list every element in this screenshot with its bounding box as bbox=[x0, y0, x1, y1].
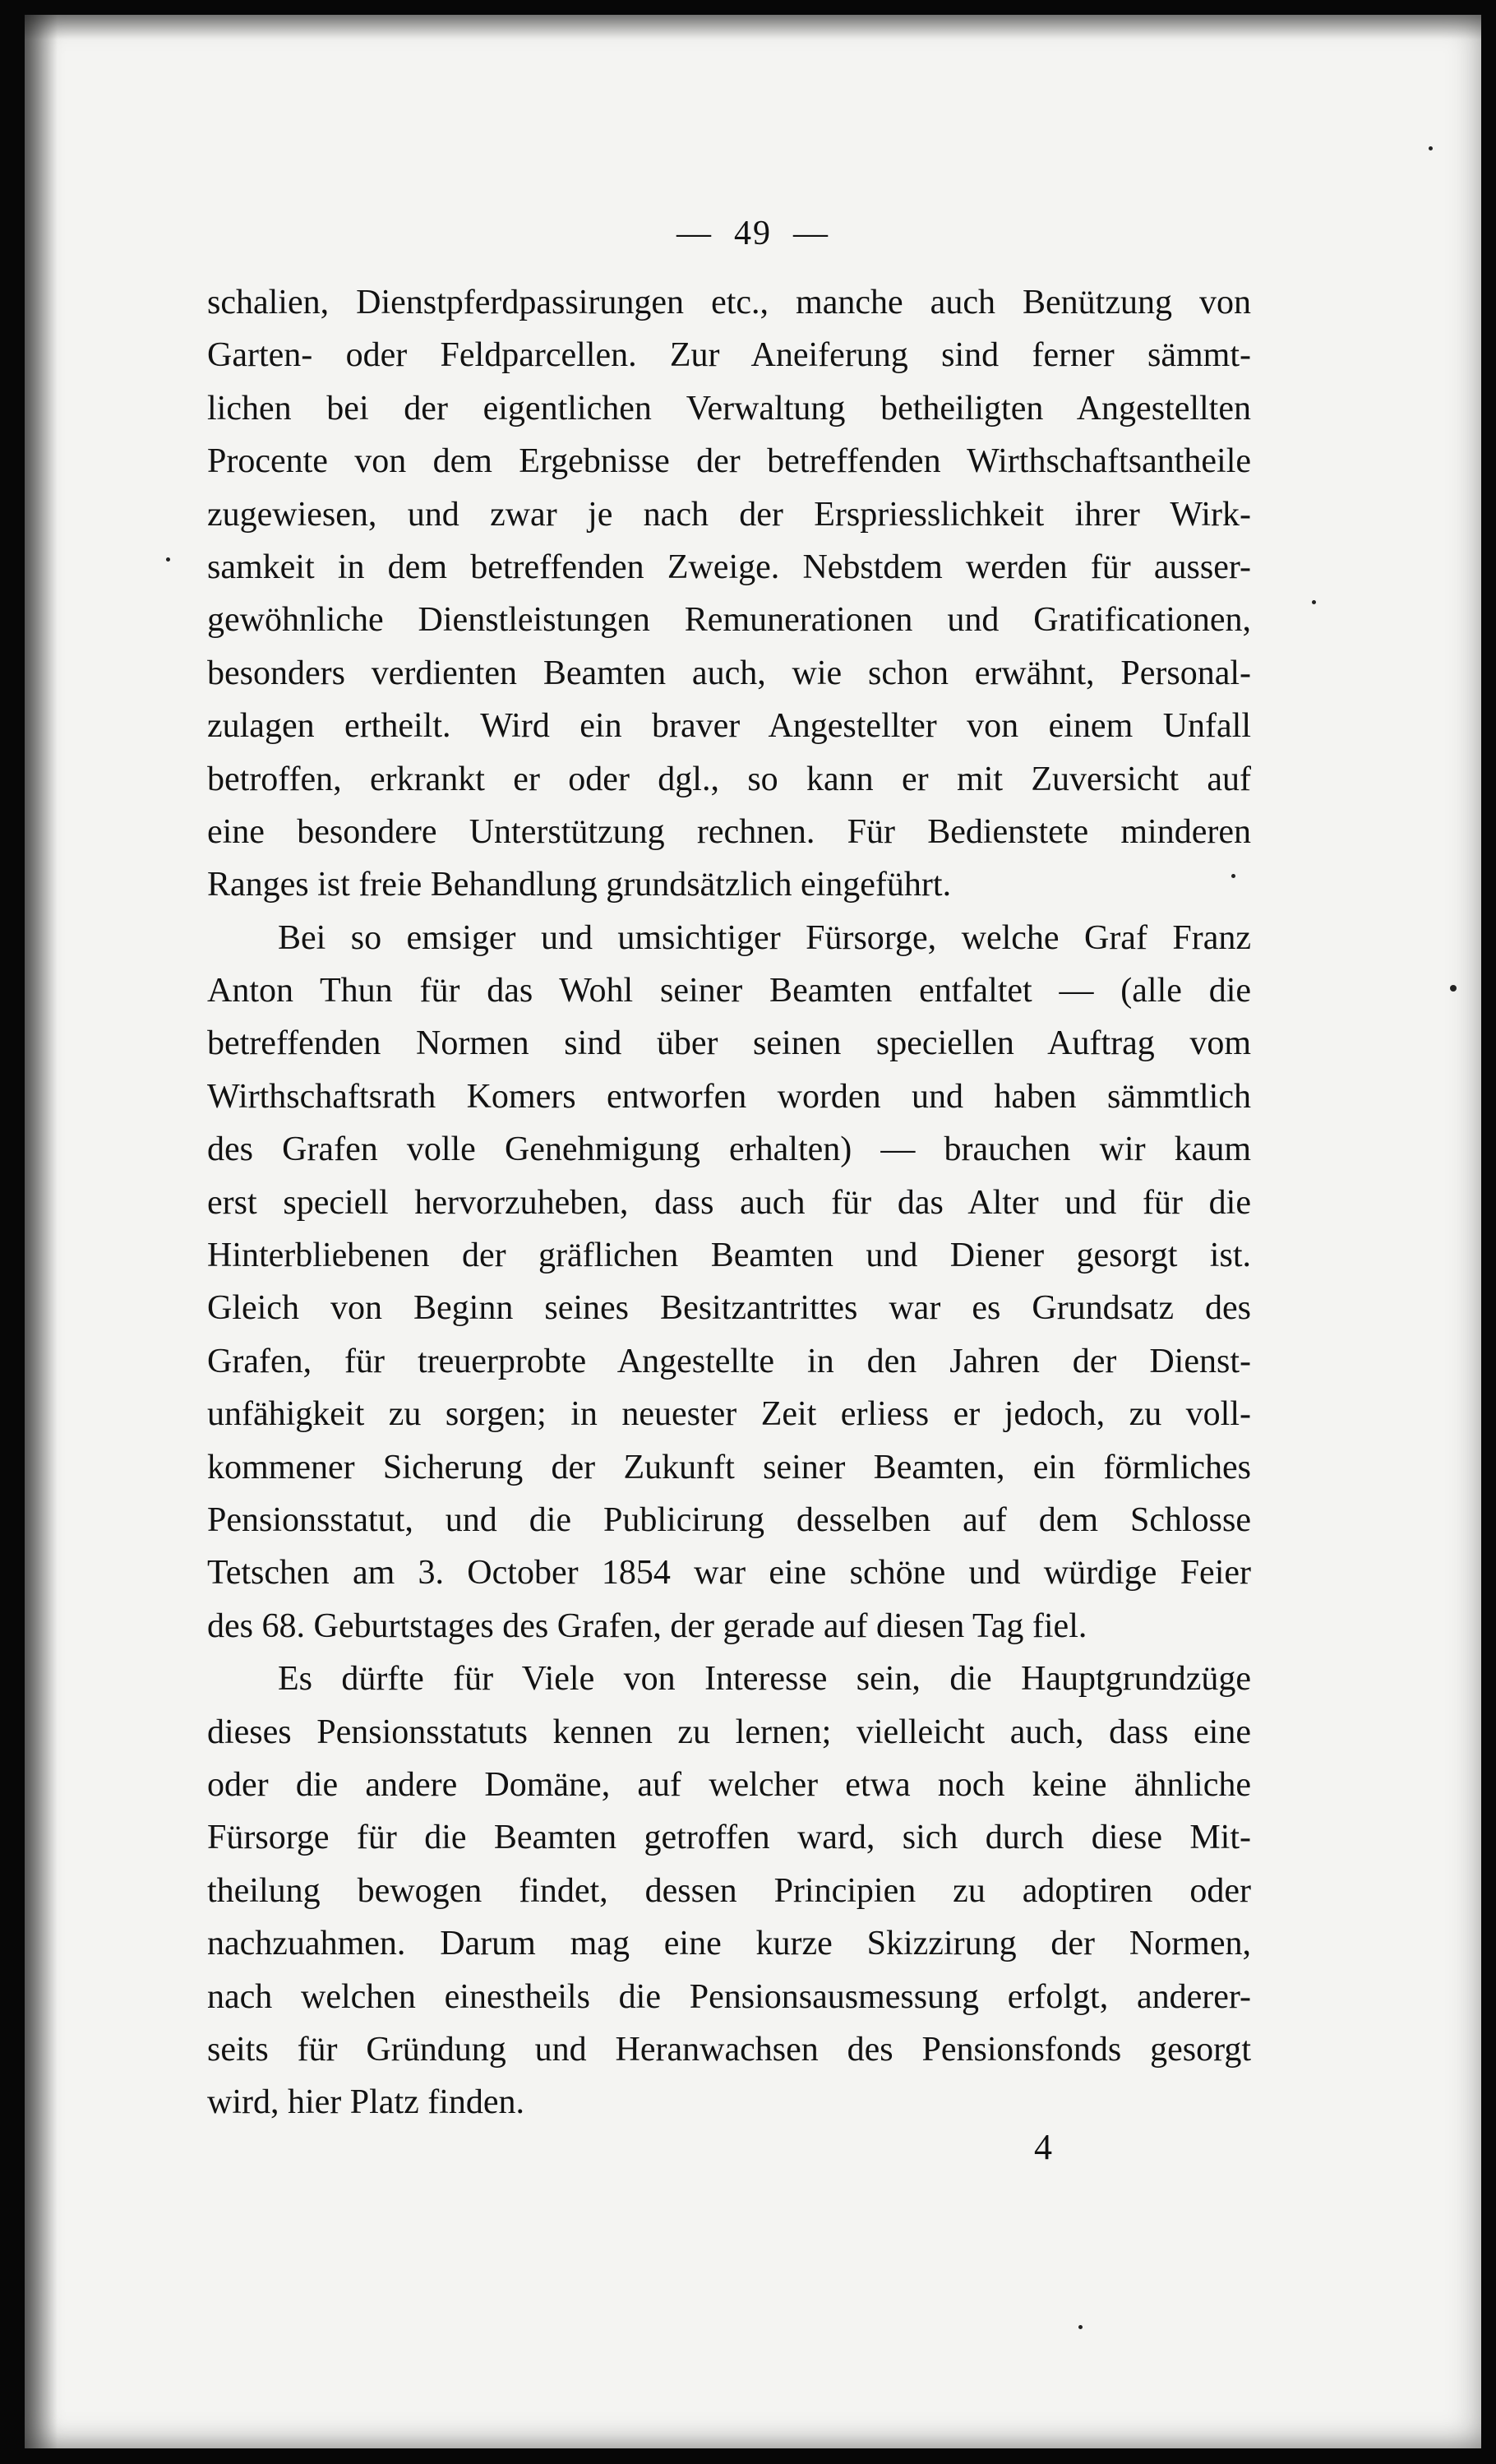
text-line: Procente von dem Ergebnisse der betreffenden Wirthschaftsantheile bbox=[207, 442, 1251, 481]
scan-speck bbox=[166, 557, 170, 562]
text-line: betroffen, erkrankt er oder dgl., so kann er mit Zuversicht auf bbox=[207, 760, 1251, 798]
text-line: Grafen, für treuerprobte Angestellte in den Jahren der Dienst- bbox=[207, 1342, 1251, 1380]
text-line: wird, hier Platz finden. bbox=[207, 2083, 525, 2122]
text-line: Fürsorge für die Beamten getroffen ward, sich durch diese Mit- bbox=[207, 1819, 1251, 1857]
text-line: seits für Gründung und Heranwachsen des Pensionsfonds gesorgt bbox=[207, 2030, 1251, 2069]
text-line: nachzuahmen. Darum mag eine kurze Skizzirung der Normen, bbox=[207, 1925, 1251, 1963]
text-line: Gleich von Beginn seines Besitzantrittes war es Grundsatz des bbox=[207, 1289, 1251, 1328]
text-line: kommener Sicherung der Zukunft seiner Beamten, ein förmliches bbox=[207, 1448, 1251, 1486]
text-line: Garten- oder Feldparcellen. Zur Aneiferung sind ferner sämmt- bbox=[207, 336, 1251, 375]
text-line: zugewiesen, und zwar je nach der Erspriesslichkeit ihrer Wirk- bbox=[207, 495, 1251, 534]
text-line: des Grafen volle Genehmigung erhalten) — brauchen wir kaum bbox=[207, 1130, 1251, 1169]
paragraph-2 bbox=[207, 912, 1251, 1653]
scan-speck bbox=[1231, 874, 1235, 878]
signature-mark: 4 bbox=[1034, 2127, 1052, 2167]
paragraph-1 bbox=[207, 276, 1251, 912]
scan-speck bbox=[1450, 985, 1457, 992]
page-number-header bbox=[25, 214, 1481, 253]
scan-speck bbox=[1312, 600, 1316, 604]
text-line: dieses Pensionsstatuts kennen zu lernen; vielleicht auch, dass eine bbox=[207, 1713, 1251, 1751]
text-line: betreffenden Normen sind über seinen speciellen Auftrag vom bbox=[207, 1024, 1251, 1063]
text-line: Ranges ist freie Behandlung grundsätzlich eingeführt. bbox=[207, 866, 952, 904]
text-line: erst speciell hervorzuheben, dass auch für das Alter und für die bbox=[207, 1183, 1251, 1222]
text-line: samkeit in dem betreffenden Zweige. Nebstdem werden für ausser- bbox=[207, 548, 1251, 586]
page-number-dash-left: — bbox=[676, 215, 713, 252]
text-line: Tetschen am 3. October 1854 war eine schöne und würdige Feier bbox=[207, 1554, 1251, 1593]
text-line: schalien, Dienstpferdpassirungen etc., manche auch Benützung von bbox=[207, 284, 1251, 321]
text-line: lichen bei der eigentlichen Verwaltung betheiligten Angestellten bbox=[207, 389, 1251, 428]
text-line: Hinterbliebenen der gräflichen Beamten und Diener gesorgt ist. bbox=[207, 1237, 1251, 1275]
page-number-dash-right: — bbox=[793, 215, 829, 252]
text-line: unfähigkeit zu sorgen; in neuester Zeit erliess er jedoch, zu voll- bbox=[207, 1395, 1251, 1434]
text-line: eine besondere Unterstützung rechnen. Für Bedienstete minderen bbox=[207, 812, 1251, 851]
text-line: Wirthschaftsrath Komers entworfen worden und haben sämmtlich bbox=[207, 1077, 1251, 1116]
body-text bbox=[207, 276, 1251, 2129]
text-line: oder die andere Domäne, auf welcher etwa noch keine ähnliche bbox=[207, 1765, 1251, 1804]
scan-speck bbox=[1429, 146, 1433, 150]
page-number: 49 bbox=[734, 215, 772, 252]
text-line: des 68. Geburtstages des Grafen, der gerade auf diesen Tag fiel. bbox=[207, 1606, 1087, 1645]
text-line: gewöhnliche Dienstleistungen Remunerationen und Gratificationen, bbox=[207, 601, 1251, 640]
text-line: besonders verdienten Beamten auch, wie schon erwähnt, Personal- bbox=[207, 654, 1251, 692]
text-line: zulagen ertheilt. Wird ein braver Angestellter von einem Unfall bbox=[207, 707, 1251, 746]
gutter-shadow bbox=[25, 15, 58, 2448]
text-line: Anton Thun für das Wohl seiner Beamten entfaltet — (alle die bbox=[207, 972, 1251, 1010]
top-edge-shadow bbox=[25, 15, 1481, 39]
book-page bbox=[25, 15, 1481, 2448]
text-line: Es dürfte für Viele von Interesse sein, die Hauptgrundzüge bbox=[278, 1660, 1251, 1699]
scan-speck bbox=[1078, 2325, 1083, 2329]
paragraph-3 bbox=[207, 1653, 1251, 2129]
text-line: nach welchen einestheils die Pensionsausmessung erfolgt, anderer- bbox=[207, 1977, 1251, 2016]
text-line: Pensionsstatut, und die Publicirung desselben auf dem Schlosse bbox=[207, 1500, 1251, 1539]
text-line: Bei so emsiger und umsichtiger Fürsorge, welche Graf Franz bbox=[278, 918, 1251, 957]
text-line: theilung bewogen findet, dessen Principien zu adoptiren oder bbox=[207, 1871, 1251, 1910]
